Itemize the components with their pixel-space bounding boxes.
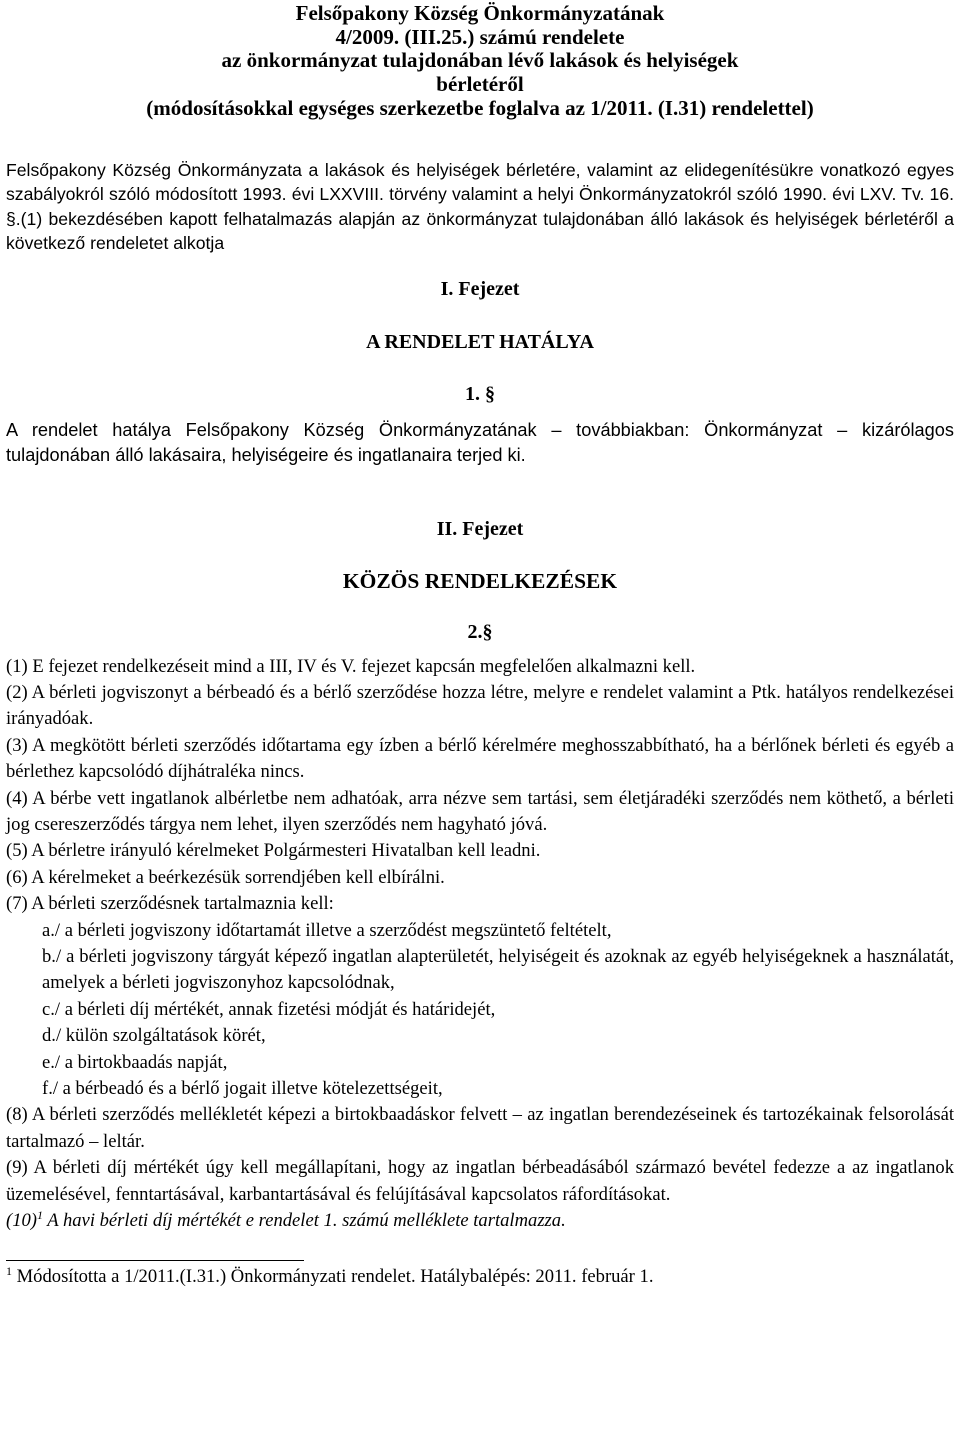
paragraph-5: (5) A bérletre irányuló kérelmeket Polgármesteri Hivatalban kell leadni. [6,840,541,862]
chapter-1-title: A RENDELET HATÁLYA [366,330,594,353]
list-item-b: b./ a bérleti jogviszony tárgyát képező ingatlan alapterületét, helyiségeit és azoknak az egyéb helyiségeknek a használatát, amelyek a bérleti jogviszonyhoz kapcsolódnak, [42,945,954,994]
title-line-4: bérletéről [436,72,524,97]
paragraph-1: (1) E fejezet rendelkezéseit mind a III, IV és V. fejezet kapcsán megfelelően alkalmazni kell. [6,655,696,677]
paragraph-4: (4) A bérbe vett ingatlanok albérletbe nem adhatóak, arra nézve sem tartási, sem életjáradéki szerződés nem köthető, a bérleti jog csereszerződés tárgya nem lehet, ilyen szerződés nem hagyható jóvá. [6,787,954,835]
preamble-paragraph: Felsőpakony Község Önkormányzata a lakások és helyiségek bérletére, valamint az elidegenítésükre vonatkozó egyes szabályokról szóló módosított 1993. évi LXXVIII. törvény valamint a helyi Önkormányzatokról szóló 1990. évi LXV. Tv. 16. §.(1) bekezdésében kapott felhatalmazás alapján az önkormányzat tulajdonában álló lakások és helyiségek bérletéről a következő rendeletet alkotja [6,159,954,254]
section-1-text: A rendelet hatálya Felsőpakony Község Önkormányzatának – továbbiakban: Önkormányzat – kizárólagos tulajdonában álló lakásaira, helyiségeire és ingatlanaira terjed ki. [6,419,954,465]
section-2-body [6,654,954,1235]
list-item-d: d./ külön szolgáltatások körét, [42,1025,266,1047]
footnote-separator [6,1260,304,1261]
footnote-marker: 1 [6,1264,12,1279]
list-item-c: c./ a bérleti díj mértékét, annak fizetési módját és határidejét, [42,998,496,1020]
footnote [6,1265,954,1289]
section-1-heading: 1. § [465,382,495,405]
footnote-reference[interactable]: 1 [36,1207,43,1222]
chapter-1-number: I. Fejezet [440,277,520,300]
paragraph-2: (2) A bérleti jogviszonyt a bérbeadó és a bérlő szerződése hozza létre, melyre e rendelet valamint a Ptk. hatályos rendelkezései irányadóak. [6,681,954,730]
paragraph-9: (9) A bérleti díj mértékét úgy kell megállapítani, hogy az ingatlan bérbeadásából származó bevétel fedezze a az ingatlanok üzemelésével, fenntartásával, karbantartásával és felújításával kapcsolatos ráfordításokat. [6,1157,954,1205]
title-line-1: Felsőpakony Község Önkormányzatának [295,1,665,25]
title-line-2: 4/2009. (III.25.) számú rendelete [335,24,625,49]
chapter-2-title: KÖZÖS RENDELKEZÉSEK [342,568,618,593]
paragraph-6: (6) A kérelmeket a beérkezésük sorrendjében kell elbírálni. [6,866,445,888]
paragraph-10-number: (10) [6,1210,37,1232]
document-title [6,0,954,121]
paragraph-3: (3) A megkötött bérleti szerződés időtartama egy ízben a bérlő kérelmére meghosszabbítható, ha a bérlőnek bérleti és egyéb a bérlethez kapcsolódó díjhátraléka nincs. [6,734,954,783]
paragraph-7: (7) A bérleti szerződésnek tartalmaznia kell: [6,893,334,915]
title-line-5: (módosításokkal egységes szerkezetbe foglalva az 1/2011. (I.31) rendelettel) [146,95,814,120]
section-2-heading: 2.§ [467,620,493,643]
title-line-3: az önkormányzat tulajdonában lévő lakások és helyiségek [221,48,739,73]
list-item-f: f./ a bérbeadó és a bérlő jogait illetve kötelezettségeit, [42,1078,443,1100]
paragraph-10-text: A havi bérleti díj mértékét e rendelet 1. számú melléklete tartalmazza. [42,1210,566,1232]
chapter-2-number: II. Fejezet [436,517,524,540]
list-item-e: e./ a birtokbaadás napját, [42,1051,228,1073]
paragraph-8: (8) A bérleti szerződés mellékletét képezi a birtokbaadáskor felvett – az ingatlan berendezéseinek és tartozékainak felsorolását tartalmazó – leltár. [6,1104,954,1152]
list-item-a: a./ a bérleti jogviszony időtartamát illetve a szerződést megszüntető feltételt, [42,919,612,941]
footnote-text: Módosította a 1/2011.(I.31.) Önkormányzati rendelet. Hatálybalépés: 2011. február 1. [12,1266,654,1288]
paragraph-10 [6,1208,954,1234]
